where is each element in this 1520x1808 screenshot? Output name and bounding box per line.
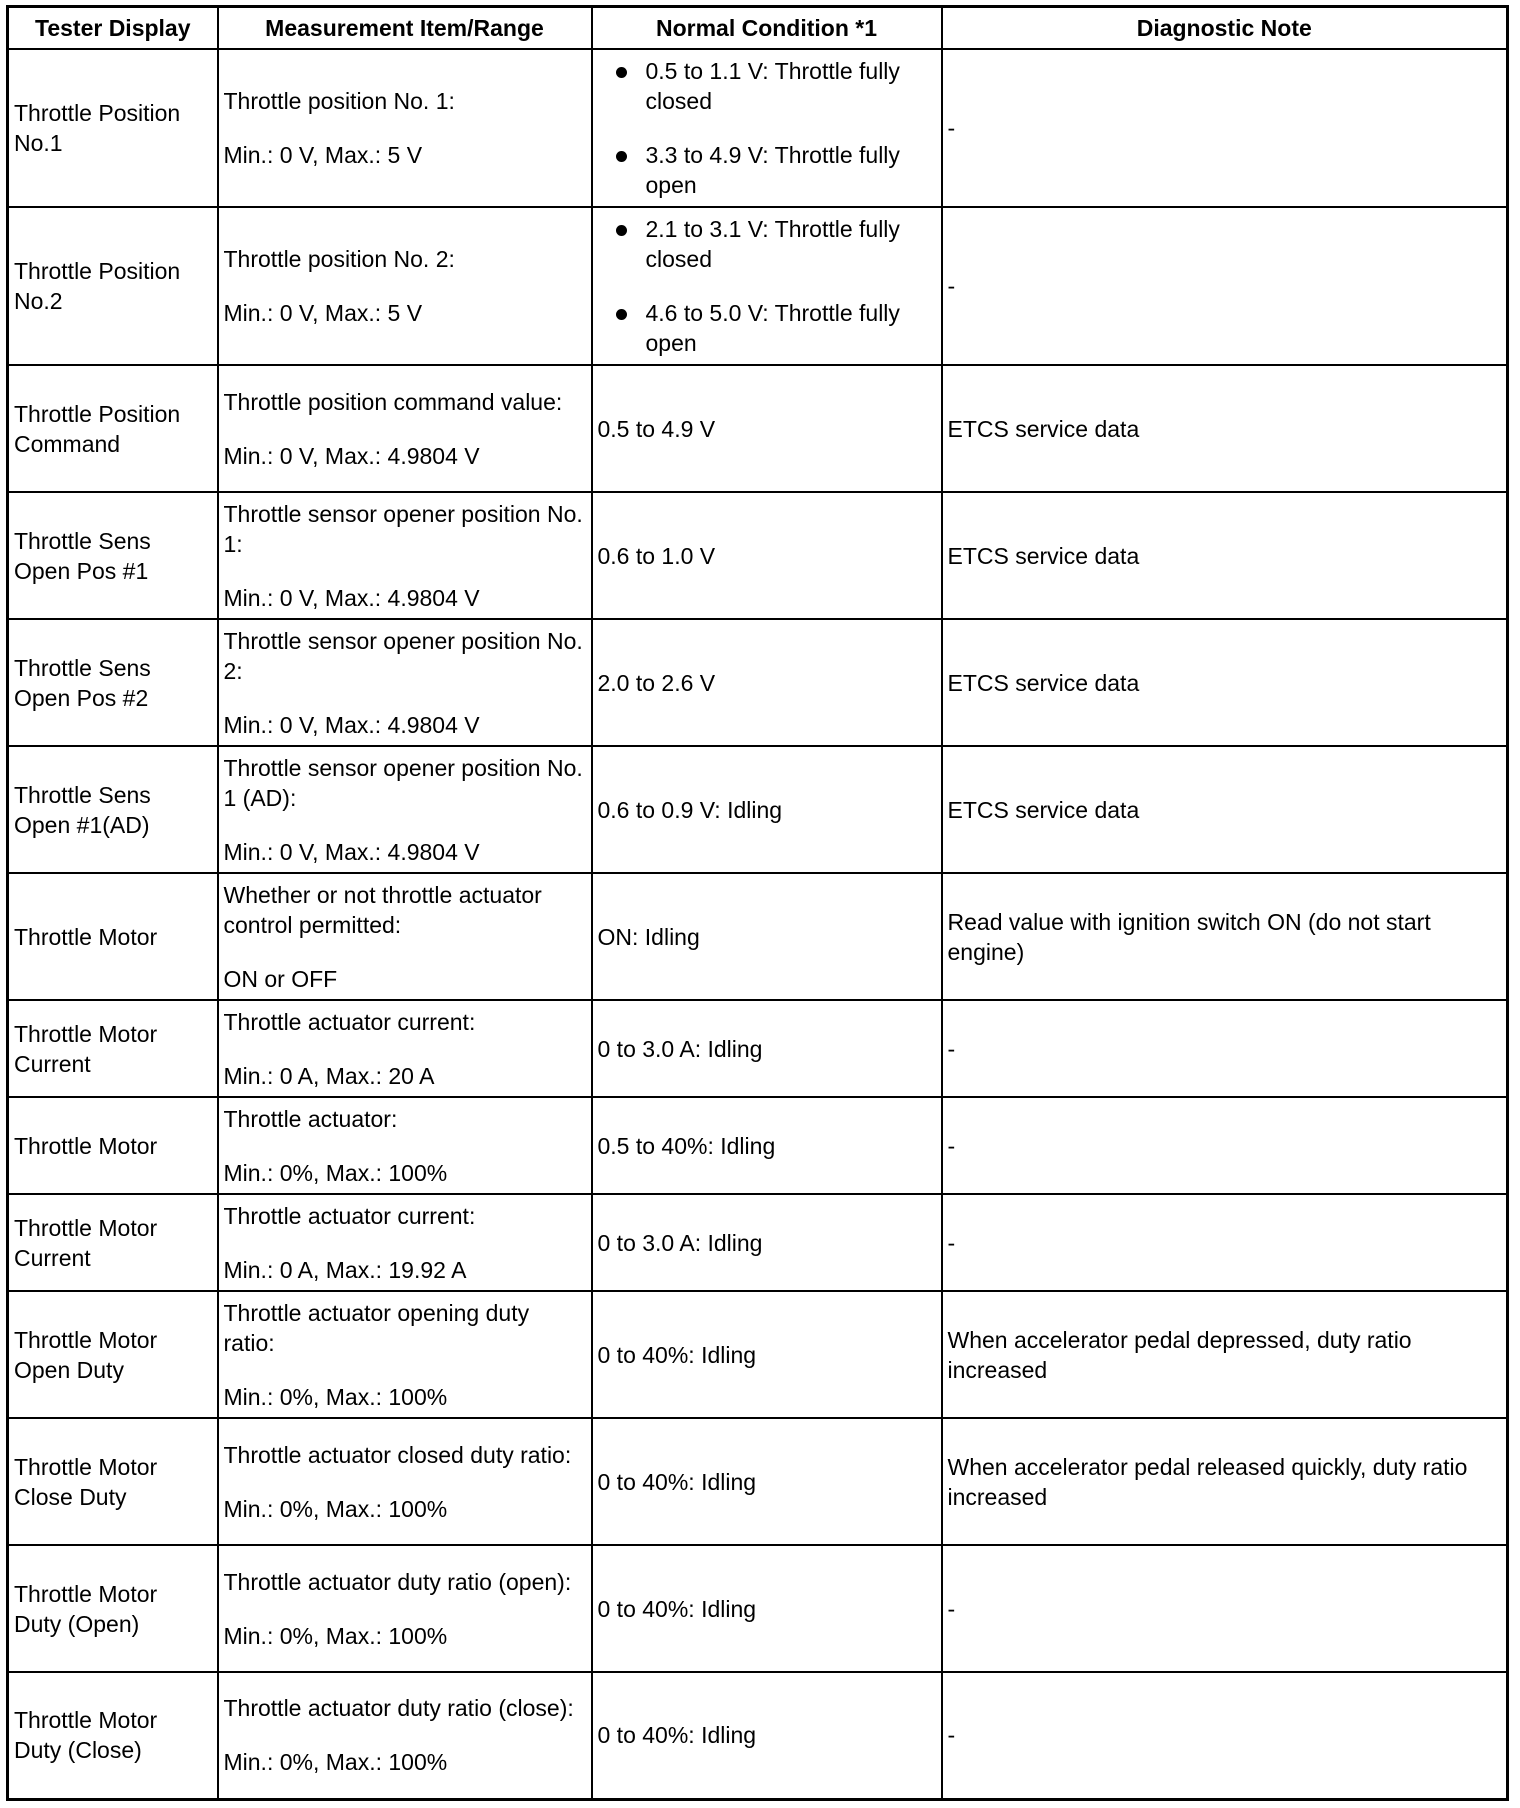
spacer xyxy=(224,1470,586,1494)
measurement-item: Whether or not throttle actuator control permitted: xyxy=(223,881,542,938)
tester-display-cell xyxy=(8,1418,218,1545)
diagnostic-note-cell xyxy=(942,207,1508,365)
tester-display-cell xyxy=(8,492,218,619)
spacer xyxy=(224,813,586,837)
tester-display-text: Throttle Motor xyxy=(14,1580,158,1607)
table-row xyxy=(8,873,1508,1000)
measurement-range: Min.: 0 A, Max.: 19.92 A xyxy=(223,1256,467,1283)
table-row xyxy=(8,619,1508,746)
spacer xyxy=(224,1723,586,1747)
measurement-item: Throttle actuator duty ratio (open): xyxy=(223,1568,572,1595)
table-row xyxy=(8,207,1508,365)
tester-display-cell xyxy=(8,873,218,1000)
spacer xyxy=(224,940,586,964)
spacer xyxy=(224,116,586,140)
tester-display-cell xyxy=(8,1291,218,1418)
normal-condition-cell xyxy=(592,873,942,1000)
measurement-range: Min.: 0 V, Max.: 4.9804 V xyxy=(223,442,480,469)
measurement-cell xyxy=(218,1097,592,1194)
tester-display-text: Throttle Motor xyxy=(14,1214,158,1241)
measurement-range: Min.: 0%, Max.: 100% xyxy=(223,1159,448,1186)
measurement-range: Min.: 0 V, Max.: 5 V xyxy=(223,142,423,168)
header-measurement-item: Measurement Item/Range xyxy=(218,7,592,50)
normal-condition-text: 0 to 40%: Idling xyxy=(597,1341,757,1368)
normal-condition-cell xyxy=(592,746,942,873)
measurement-cell xyxy=(218,1194,592,1291)
tester-display-cell xyxy=(8,746,218,873)
normal-condition-cell xyxy=(592,1291,942,1418)
normal-condition-cell xyxy=(592,492,942,619)
tester-display-text: Duty (Close) xyxy=(14,1737,142,1764)
tester-display-cell xyxy=(8,207,218,365)
normal-condition-text: 0 to 40%: Idling xyxy=(597,1722,757,1749)
measurement-range: Min.: 0%, Max.: 100% xyxy=(223,1495,448,1522)
diagnostic-note-cell xyxy=(942,365,1508,492)
normal-condition-text: 0.5 to 4.9 V xyxy=(597,415,716,442)
diagnostic-note-text: - xyxy=(947,1722,956,1749)
measurement-item: Throttle sensor opener position No. 2: xyxy=(223,627,583,684)
normal-condition-cell xyxy=(592,1672,942,1799)
measurement-cell xyxy=(218,619,592,746)
diagnostic-note-text: - xyxy=(947,273,956,299)
spacer xyxy=(224,274,586,298)
normal-condition-text: 2.0 to 2.6 V xyxy=(597,669,716,696)
table-row xyxy=(8,1291,1508,1418)
measurement-item: Throttle sensor opener position No. 1: xyxy=(223,500,583,557)
tester-display-text: Throttle Position xyxy=(14,100,181,126)
tester-display-text: Throttle Motor xyxy=(14,1020,158,1047)
diagnostic-note-text: ETCS service data xyxy=(947,796,1140,823)
tester-display-text: Open #1(AD) xyxy=(14,811,150,838)
measurement-item: Throttle actuator: xyxy=(223,1105,398,1132)
normal-condition-bullet: 0.5 to 1.1 V: Throttle fully closed xyxy=(598,56,936,116)
diagnostic-note-cell xyxy=(942,619,1508,746)
diagnostic-note-text: Read value with ignition switch ON (do not start engine) xyxy=(947,908,1431,965)
tester-display-text: No.2 xyxy=(14,288,63,314)
tester-display-text: Throttle Motor xyxy=(14,1326,158,1353)
measurement-item: Throttle position No. 2: xyxy=(223,246,455,272)
measurement-range: ON or OFF xyxy=(223,965,338,992)
tester-display-text: Throttle Position xyxy=(14,400,181,427)
tester-display-text: No.1 xyxy=(14,130,63,156)
table-row xyxy=(8,492,1508,619)
diagnostic-note-cell xyxy=(942,1545,1508,1672)
measurement-cell xyxy=(218,365,592,492)
diagnostic-note-text: - xyxy=(947,1035,956,1062)
diagnostic-note-text: - xyxy=(947,1229,956,1256)
header-normal-condition: Normal Condition *1 xyxy=(592,7,942,50)
tester-display-cell xyxy=(8,1545,218,1672)
normal-condition-text: 0.6 to 1.0 V xyxy=(597,542,716,569)
diagnostic-note-cell xyxy=(942,1418,1508,1545)
measurement-cell xyxy=(218,1000,592,1097)
diagnostic-note-cell xyxy=(942,1097,1508,1194)
table-row xyxy=(8,746,1508,873)
normal-condition-list xyxy=(598,214,936,358)
spacer xyxy=(224,1597,586,1621)
measurement-item: Throttle position No. 1: xyxy=(223,88,455,114)
table-row xyxy=(8,1672,1508,1799)
spacer xyxy=(224,1231,586,1255)
tester-display-text: Open Duty xyxy=(14,1356,124,1383)
measurement-item: Throttle sensor opener position No. 1 (AD): xyxy=(223,754,583,811)
diagnostic-note-text: - xyxy=(947,115,956,141)
tester-display-cell xyxy=(8,365,218,492)
spacer xyxy=(224,1037,586,1061)
measurement-cell xyxy=(218,873,592,1000)
tester-display-text: Open Pos #2 xyxy=(14,684,149,711)
diagnostic-note-text: ETCS service data xyxy=(947,415,1140,442)
tester-display-text: Duty (Open) xyxy=(14,1610,140,1637)
measurement-range: Min.: 0%, Max.: 100% xyxy=(223,1749,448,1776)
measurement-range: Min.: 0 V, Max.: 5 V xyxy=(223,300,423,326)
measurement-cell xyxy=(218,1418,592,1545)
tester-display-text: Throttle Sens xyxy=(14,654,151,681)
measurement-item: Throttle actuator current: xyxy=(223,1008,476,1035)
measurement-cell xyxy=(218,207,592,365)
measurement-cell xyxy=(218,746,592,873)
diagnostic-note-text: ETCS service data xyxy=(947,669,1140,696)
normal-condition-text: 0 to 3.0 A: Idling xyxy=(597,1229,763,1256)
tester-display-cell xyxy=(8,49,218,207)
tester-display-text: Open Pos #1 xyxy=(14,557,149,584)
normal-condition-cell xyxy=(592,1418,942,1545)
normal-condition-cell xyxy=(592,1000,942,1097)
tester-display-text: Current xyxy=(14,1244,91,1271)
diagnostic-note-cell xyxy=(942,492,1508,619)
table-row xyxy=(8,1000,1508,1097)
normal-condition-cell xyxy=(592,49,942,207)
normal-condition-cell xyxy=(592,1545,942,1672)
measurement-cell xyxy=(218,1672,592,1799)
diagnostic-note-cell xyxy=(942,1291,1508,1418)
spacer xyxy=(224,686,586,710)
tester-display-text: Throttle Position xyxy=(14,258,181,284)
measurement-range: Min.: 0%, Max.: 100% xyxy=(223,1383,448,1410)
measurement-cell xyxy=(218,492,592,619)
tester-display-cell xyxy=(8,1672,218,1799)
measurement-range: Min.: 0 V, Max.: 4.9804 V xyxy=(223,838,480,865)
measurement-range: Min.: 0 A, Max.: 20 A xyxy=(223,1062,435,1089)
normal-condition-cell xyxy=(592,1194,942,1291)
table-row xyxy=(8,1097,1508,1194)
diagnostic-data-table xyxy=(6,5,1509,1801)
normal-condition-cell xyxy=(592,365,942,492)
normal-condition-bullet: 3.3 to 4.9 V: Throttle fully open xyxy=(598,140,936,200)
tester-display-text: Throttle Motor xyxy=(14,923,158,950)
diagnostic-note-cell xyxy=(942,49,1508,207)
spacer xyxy=(224,417,586,441)
measurement-cell xyxy=(218,49,592,207)
table-row xyxy=(8,49,1508,207)
diagnostic-note-cell xyxy=(942,1000,1508,1097)
header-tester-display: Tester Display xyxy=(8,7,218,50)
normal-condition-text: ON: Idling xyxy=(597,923,700,950)
measurement-range: Min.: 0 V, Max.: 4.9804 V xyxy=(223,584,480,611)
measurement-item: Throttle actuator closed duty ratio: xyxy=(223,1441,572,1468)
tester-display-cell xyxy=(8,1000,218,1097)
table-row xyxy=(8,1545,1508,1672)
diagnostic-note-text: When accelerator pedal released quickly, duty ratio increased xyxy=(947,1453,1468,1510)
normal-condition-cell xyxy=(592,619,942,746)
spacer xyxy=(224,559,586,583)
diagnostic-note-cell xyxy=(942,873,1508,1000)
measurement-range: Min.: 0 V, Max.: 4.9804 V xyxy=(223,711,480,738)
normal-condition-list xyxy=(598,56,936,200)
table-row xyxy=(8,1194,1508,1291)
measurement-range: Min.: 0%, Max.: 100% xyxy=(223,1622,448,1649)
diagnostic-note-text: ETCS service data xyxy=(947,542,1140,569)
normal-condition-bullet: 4.6 to 5.0 V: Throttle fully open xyxy=(598,298,936,358)
measurement-cell xyxy=(218,1291,592,1418)
tester-display-text: Close Duty xyxy=(14,1483,127,1510)
measurement-item: Throttle actuator duty ratio (close): xyxy=(223,1695,574,1722)
tester-display-cell xyxy=(8,1097,218,1194)
tester-display-text: Throttle Motor xyxy=(14,1132,158,1159)
measurement-item: Throttle actuator opening duty ratio: xyxy=(223,1299,530,1356)
normal-condition-text: 0 to 3.0 A: Idling xyxy=(597,1035,763,1062)
normal-condition-text: 0 to 40%: Idling xyxy=(597,1595,757,1622)
spacer xyxy=(224,1358,586,1382)
measurement-cell xyxy=(218,1545,592,1672)
normal-condition-cell xyxy=(592,207,942,365)
tester-display-text: Throttle Motor xyxy=(14,1707,158,1734)
normal-condition-cell xyxy=(592,1097,942,1194)
normal-condition-text: 0.6 to 0.9 V: Idling xyxy=(597,796,783,823)
table-row xyxy=(8,365,1508,492)
measurement-item: Throttle position command value: xyxy=(223,388,563,415)
tester-display-cell xyxy=(8,1194,218,1291)
diagnostic-note-cell xyxy=(942,1194,1508,1291)
diagnostic-note-text: When accelerator pedal depressed, duty ratio increased xyxy=(947,1326,1412,1383)
diagnostic-note-text: - xyxy=(947,1132,956,1159)
tester-display-cell xyxy=(8,619,218,746)
tester-display-text: Current xyxy=(14,1050,91,1077)
tester-display-text: Throttle Sens xyxy=(14,527,151,554)
table-row xyxy=(8,1418,1508,1545)
spacer xyxy=(224,1134,586,1158)
normal-condition-bullet: 2.1 to 3.1 V: Throttle fully closed xyxy=(598,214,936,274)
diagnostic-note-text: - xyxy=(947,1595,956,1622)
normal-condition-text: 0.5 to 40%: Idling xyxy=(597,1132,776,1159)
tester-display-text: Command xyxy=(14,430,121,457)
normal-condition-text: 0 to 40%: Idling xyxy=(597,1468,757,1495)
header-row xyxy=(8,7,1508,50)
header-diagnostic-note: Diagnostic Note xyxy=(942,7,1508,50)
diagnostic-note-cell xyxy=(942,1672,1508,1799)
measurement-item: Throttle actuator current: xyxy=(223,1202,476,1229)
diagnostic-note-cell xyxy=(942,746,1508,873)
tester-display-text: Throttle Sens xyxy=(14,781,151,808)
tester-display-text: Throttle Motor xyxy=(14,1453,158,1480)
